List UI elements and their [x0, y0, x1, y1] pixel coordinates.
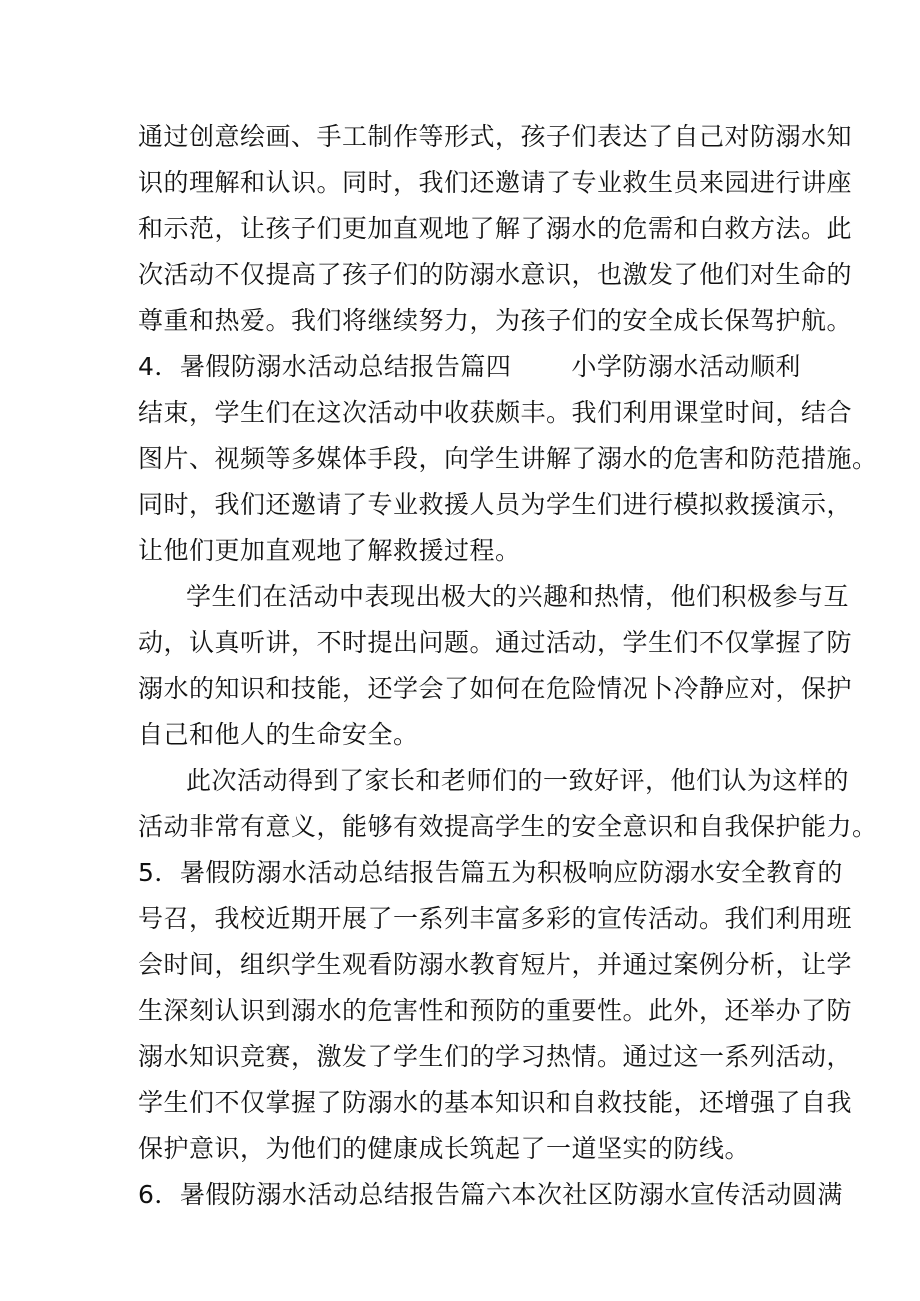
- text-line-21: 学生们不仅掌握了防溺水的基本知识和自救技能，还增强了自我: [138, 1088, 853, 1117]
- section-heading-4: [138, 352, 801, 382]
- text-line-3: 和示范，让孩子们更加直观地了解了溺水的危需和白救方法。此: [138, 214, 853, 243]
- text-line-1: 通过创意绘画、手工制作等形式，孩子们表达了自己对防溺水知: [138, 122, 853, 151]
- text-line-2: 识的理解和认识。同时，我们还邀请了专业救生员来园进行讲座: [138, 168, 853, 197]
- text-line-8: 同时，我们还邀请了专业救援人员为学生们进行模拟救援演示，: [138, 490, 853, 519]
- text-line-14: 此次活动得到了家长和老师们的一致好评，他们认为这样的: [186, 766, 850, 795]
- text-line-4: 次活动不仅提高了孩子们的防溺水意识，也激发了他们对生命的: [138, 260, 853, 289]
- section-heading-4-tail: 小学防溺水活动顺利: [571, 352, 801, 381]
- section-heading-4-title: 4．暑假防溺水活动总结报告篇四: [138, 352, 512, 381]
- text-line-12: 溺水的知识和技能，还学会了如何在危险情况卜冷静应对，保护: [138, 674, 853, 703]
- text-line-5: 尊重和热爱。我们将继续努力，为孩子们的安全成长保驾护航。: [138, 306, 853, 335]
- text-line-13: 自己和他人的生命安全。: [138, 720, 419, 749]
- text-line-18: 会时间，组织学生观看防溺水教育短片，并通过案例分析，让学: [138, 950, 853, 979]
- text-line-15: 活动非常有意义，能够有效提高学生的安全意识和自我保护能力。: [138, 812, 878, 841]
- text-line-9: 让他们更加直观地了解救援过程。: [138, 536, 521, 565]
- text-line-7: 图片、视频等多媒体手段，向学生讲解了溺水的危害和防范措施。: [138, 444, 878, 473]
- text-line-19: 生深刻认识到溺水的危害性和预防的重要性。此外，还举办了防: [138, 996, 853, 1025]
- text-line-20: 溺水知识竞赛，激发了学生们的学习热情。通过这一系列活动，: [138, 1042, 853, 1071]
- text-line-11: 动，认真听讲，不时提出问题。通过活动，学生们不仅掌握了防: [138, 628, 853, 657]
- text-line-22: 保护意识，为他们的健康成长筑起了一道坚实的防线。: [138, 1134, 751, 1163]
- section-heading-6: 6．暑假防溺水活动总结报告篇六本次社区防溺水宣传活动圆满: [138, 1180, 843, 1209]
- text-line-17: 号召，我校近期开展了一系列丰富多彩的宣传活动。我们利用班: [138, 904, 853, 933]
- section-heading-5: 5．暑假防溺水活动总结报告篇五为积极响应防溺水安全教育的: [138, 858, 843, 887]
- text-line-10: 学生们在活动中表现出极大的兴趣和热情，他们积极参与互: [186, 582, 850, 611]
- text-line-6: 结束，学生们在这次活动中收获颇丰。我们利用课堂时间，结合: [138, 398, 853, 427]
